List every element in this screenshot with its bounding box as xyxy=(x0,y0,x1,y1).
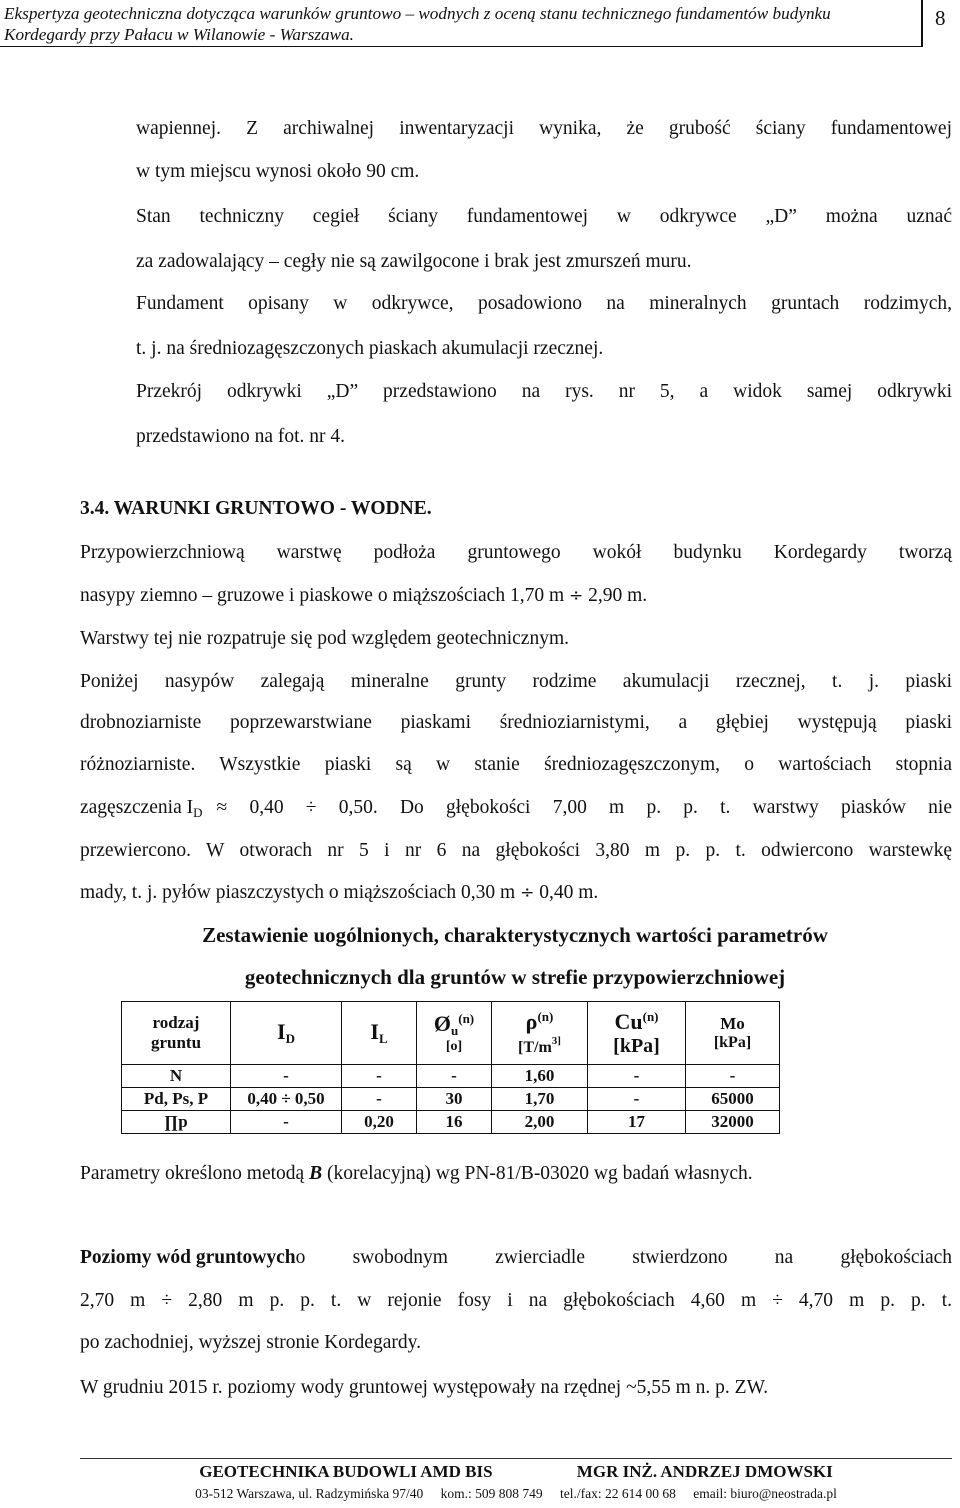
page-header xyxy=(0,0,960,48)
header-title-line1: Ekspertyza geotechniczna dotycząca warunków gruntowo – wodnych z oceną stanu technicznego fundamentów budynku xyxy=(4,4,831,23)
table-cell: - xyxy=(231,1111,342,1134)
table-cell: - xyxy=(588,1088,686,1111)
table-cell: - xyxy=(342,1065,417,1088)
text-line: Poziomy wód gruntowych o swobodnym zwierciadle stwierdzono na głębokościach xyxy=(80,1247,952,1268)
text-line: mady, t. j. pyłów piaszczystych o miąższościach 0,30 m ÷ 0,40 m. xyxy=(80,882,599,903)
text-line: po zachodniej, wyższej stronie Kordegardy. xyxy=(80,1332,421,1353)
section-heading: 3.4. WARUNKI GRUNTOWO - WODNE. xyxy=(80,498,432,519)
table-cell: 2,00 xyxy=(492,1111,588,1134)
header-id: $I_D$ xyxy=(231,1002,342,1065)
table-row xyxy=(122,1111,780,1134)
text-line: Warstwy tej nie rozpatruje się pod względem geotechnicznym. xyxy=(80,628,570,649)
table-cell: 65000 xyxy=(686,1088,780,1111)
header-il: $I_L$ xyxy=(342,1002,417,1065)
footer-company-line xyxy=(80,1462,952,1482)
table-cell: 0,20 xyxy=(342,1111,417,1134)
table-cell: ∏p xyxy=(122,1111,231,1134)
footer-contact-line xyxy=(80,1486,952,1502)
table-title-line2: geotechnicznych dla gruntów w strefie przypowierzchniowej xyxy=(244,965,786,989)
table-cell: - xyxy=(231,1065,342,1088)
table-cell: 1,70 xyxy=(492,1088,588,1111)
text-line: Poniżej nasypów zalegają mineralne grunty rodzime akumulacji rzecznej, t. j. piaski xyxy=(80,671,952,692)
table-cell: 0,40 ÷ 0,50 xyxy=(231,1088,342,1111)
table-cell: - xyxy=(417,1065,492,1088)
footer-address: 03-512 Warszawa, ul. Radzymińska 97/40 xyxy=(195,1486,424,1501)
parameters-table xyxy=(121,1001,780,1134)
table-row xyxy=(122,1065,780,1088)
table-cell: 32000 xyxy=(686,1111,780,1134)
table-cell: 16 xyxy=(417,1111,492,1134)
header-rule xyxy=(0,46,923,47)
table-cell: - xyxy=(588,1065,686,1088)
footer-email: email: biuro@neostrada.pl xyxy=(693,1486,837,1501)
text-line: nasypy ziemno – gruzowe i piaskowe o miąższościach 1,70 m ÷ 2,90 m. xyxy=(80,585,648,606)
header-phi: $Ø_u^{(n)}$ [o] xyxy=(417,1002,492,1065)
footer-company: GEOTECHNIKA BUDOWLI AMD BIS xyxy=(199,1462,493,1481)
text-line: zagęszczenia $I_D$ ≈ 0,40 ÷ 0,50. Do głębokości 7,00 m p. p. t. warstwy piasków nie xyxy=(80,797,952,820)
text-line: Stan techniczny cegieł ściany fundamentowej w odkrywce „D” można uznać xyxy=(136,206,952,227)
table-title-line1: Zestawienie uogólnionych, charakterystycznych wartości parametrów xyxy=(202,923,828,947)
page-number: 8 xyxy=(935,6,946,30)
text-line: W grudniu 2015 r. poziomy wody gruntowej występowały na rzędnej ~5,55 m n. p. ZW. xyxy=(80,1377,769,1398)
text-line: Przekrój odkrywki „D” przedstawiono na rys. nr 5, a widok samej odkrywki xyxy=(136,381,952,402)
text-line: przewiercono. W otworach nr 5 i nr 6 na głębokości 3,80 m p. p. t. odwiercono warstewkę xyxy=(80,840,952,861)
table-header-row xyxy=(122,1002,780,1065)
header-divider xyxy=(921,0,923,46)
text-line: Parametry określono metodą B (korelacyjną) wg PN-81/B-03020 wg badań własnych. xyxy=(80,1163,753,1184)
table-cell: - xyxy=(686,1065,780,1088)
table-cell: Pd, Ps, P xyxy=(122,1088,231,1111)
header-rho: $\rho^{(n)}$ [$T/m^{3]}$ xyxy=(492,1002,588,1065)
header-soil-type: rodzaj gruntu xyxy=(122,1002,231,1065)
text-line: drobnoziarniste poprzewarstwiane piaskami średnioziarnistymi, a głębiej występują piaski xyxy=(80,712,952,733)
text-line: różnoziarniste. Wszystkie piaski są w stanie średniozagęszczonym, o wartościach stopnia xyxy=(80,754,952,775)
text-line: przedstawiono na fot. nr 4. xyxy=(136,426,346,447)
text-line: t. j. na średniozagęszczonych piaskach akumulacji rzecznej. xyxy=(136,338,604,359)
text-line: Fundament opisany w odkrywce, posadowiono na mineralnych gruntach rodzimych, xyxy=(136,293,952,314)
header-title-line2: Kordegardy przy Pałacu w Wilanowie - Warszawa. xyxy=(4,25,354,44)
table-cell: 17 xyxy=(588,1111,686,1134)
table-cell: 1,60 xyxy=(492,1065,588,1088)
text-line: za zadowalający – cegły nie są zawilgocone i brak jest zmurszeń muru. xyxy=(136,251,692,272)
footer-rule xyxy=(80,1458,952,1459)
footer-mobile: kom.: 509 808 749 xyxy=(440,1486,543,1501)
table-cell: - xyxy=(342,1088,417,1111)
footer-phone: tel./fax: 22 614 00 68 xyxy=(560,1486,676,1501)
table-cell: 30 xyxy=(417,1088,492,1111)
footer-person: MGR INŻ. ANDRZEJ DMOWSKI xyxy=(576,1462,833,1481)
text-line: Przypowierzchniową warstwę podłoża gruntowego wokół budynku Kordegardy tworzą xyxy=(80,542,952,563)
table-row xyxy=(122,1088,780,1111)
table-cell: N xyxy=(122,1065,231,1088)
text-line: w tym miejscu wynosi około 90 cm. xyxy=(136,161,420,182)
header-mo: Mo [kPa] xyxy=(686,1002,780,1065)
header-cu: Cu$^{(n)}$ [kPa] xyxy=(588,1002,686,1065)
text-line: 2,70 m ÷ 2,80 m p. p. t. w rejonie fosy i na głębokościach 4,60 m ÷ 4,70 m p. p. t. xyxy=(80,1290,952,1311)
text-line: wapiennej. Z archiwalnej inwentaryzacji wynika, że grubość ściany fundamentowej xyxy=(136,118,952,139)
